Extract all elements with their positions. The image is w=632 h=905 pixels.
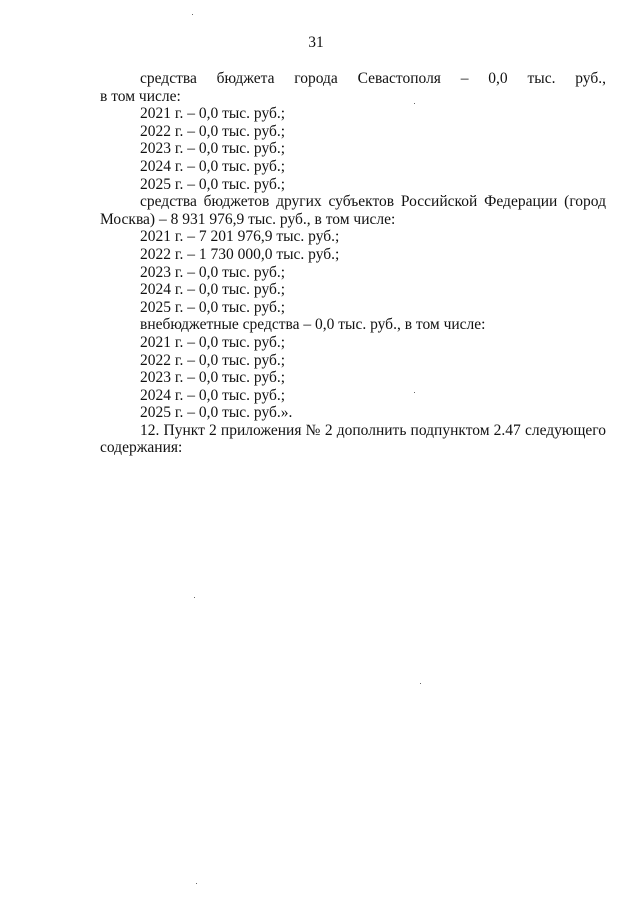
extrabudgetary-paragraph: внебюджетные средства – 0,0 тыс. руб., в том числе: [140, 316, 486, 334]
item-12-paragraph: 12. Пункт 2 приложения № 2 дополнить подпунктом 2.47 следующего содержания: [100, 421, 606, 457]
other-subjects-year-line: 2025 г. – 0,0 тыс. руб.; [140, 298, 286, 316]
other-subjects-year-line: 2022 г. – 1 730 000,0 тыс. руб.; [140, 245, 340, 263]
extrabudgetary-year-line: 2025 г. – 0,0 тыс. руб.». [140, 404, 293, 422]
extrabudgetary-year-line: 2023 г. – 0,0 тыс. руб.; [140, 369, 286, 387]
sevastopol-year-line: 2023 г. – 0,0 тыс. руб.; [140, 140, 286, 158]
scan-speck [196, 883, 197, 884]
scan-speck [420, 683, 421, 684]
other-subjects-budget-paragraph: средства бюджетов других субъектов Российской Федерации (город Москва) – 8 931 976,9 тыс. руб., в том числе: [100, 193, 606, 228]
document-body [100, 70, 606, 457]
sevastopol-budget-paragraph: средства бюджета города Севастополя – 0,0 тыс. руб., [140, 70, 606, 87]
scan-speck [414, 392, 415, 393]
page-number: 31 [308, 34, 324, 51]
scan-speck [414, 103, 415, 104]
extrabudgetary-year-line: 2022 г. – 0,0 тыс. руб.; [140, 351, 286, 369]
scan-speck [192, 14, 193, 15]
sevastopol-year-line: 2024 г. – 0,0 тыс. руб.; [140, 157, 286, 175]
other-subjects-year-line: 2024 г. – 0,0 тыс. руб.; [140, 281, 286, 299]
sevastopol-year-line: 2021 г. – 0,0 тыс. руб.; [140, 105, 286, 123]
extrabudgetary-year-line: 2021 г. – 0,0 тыс. руб.; [140, 333, 286, 351]
scan-speck [194, 597, 195, 598]
extrabudgetary-year-line: 2024 г. – 0,0 тыс. руб.; [140, 386, 286, 404]
other-subjects-year-line: 2021 г. – 7 201 976,9 тыс. руб.; [140, 228, 340, 246]
sevastopol-budget-continuation: в том числе: [100, 87, 181, 105]
sevastopol-year-line: 2022 г. – 0,0 тыс. руб.; [140, 122, 286, 140]
other-subjects-year-line: 2023 г. – 0,0 тыс. руб.; [140, 263, 286, 281]
sevastopol-year-line: 2025 г. – 0,0 тыс. руб.; [140, 175, 286, 193]
